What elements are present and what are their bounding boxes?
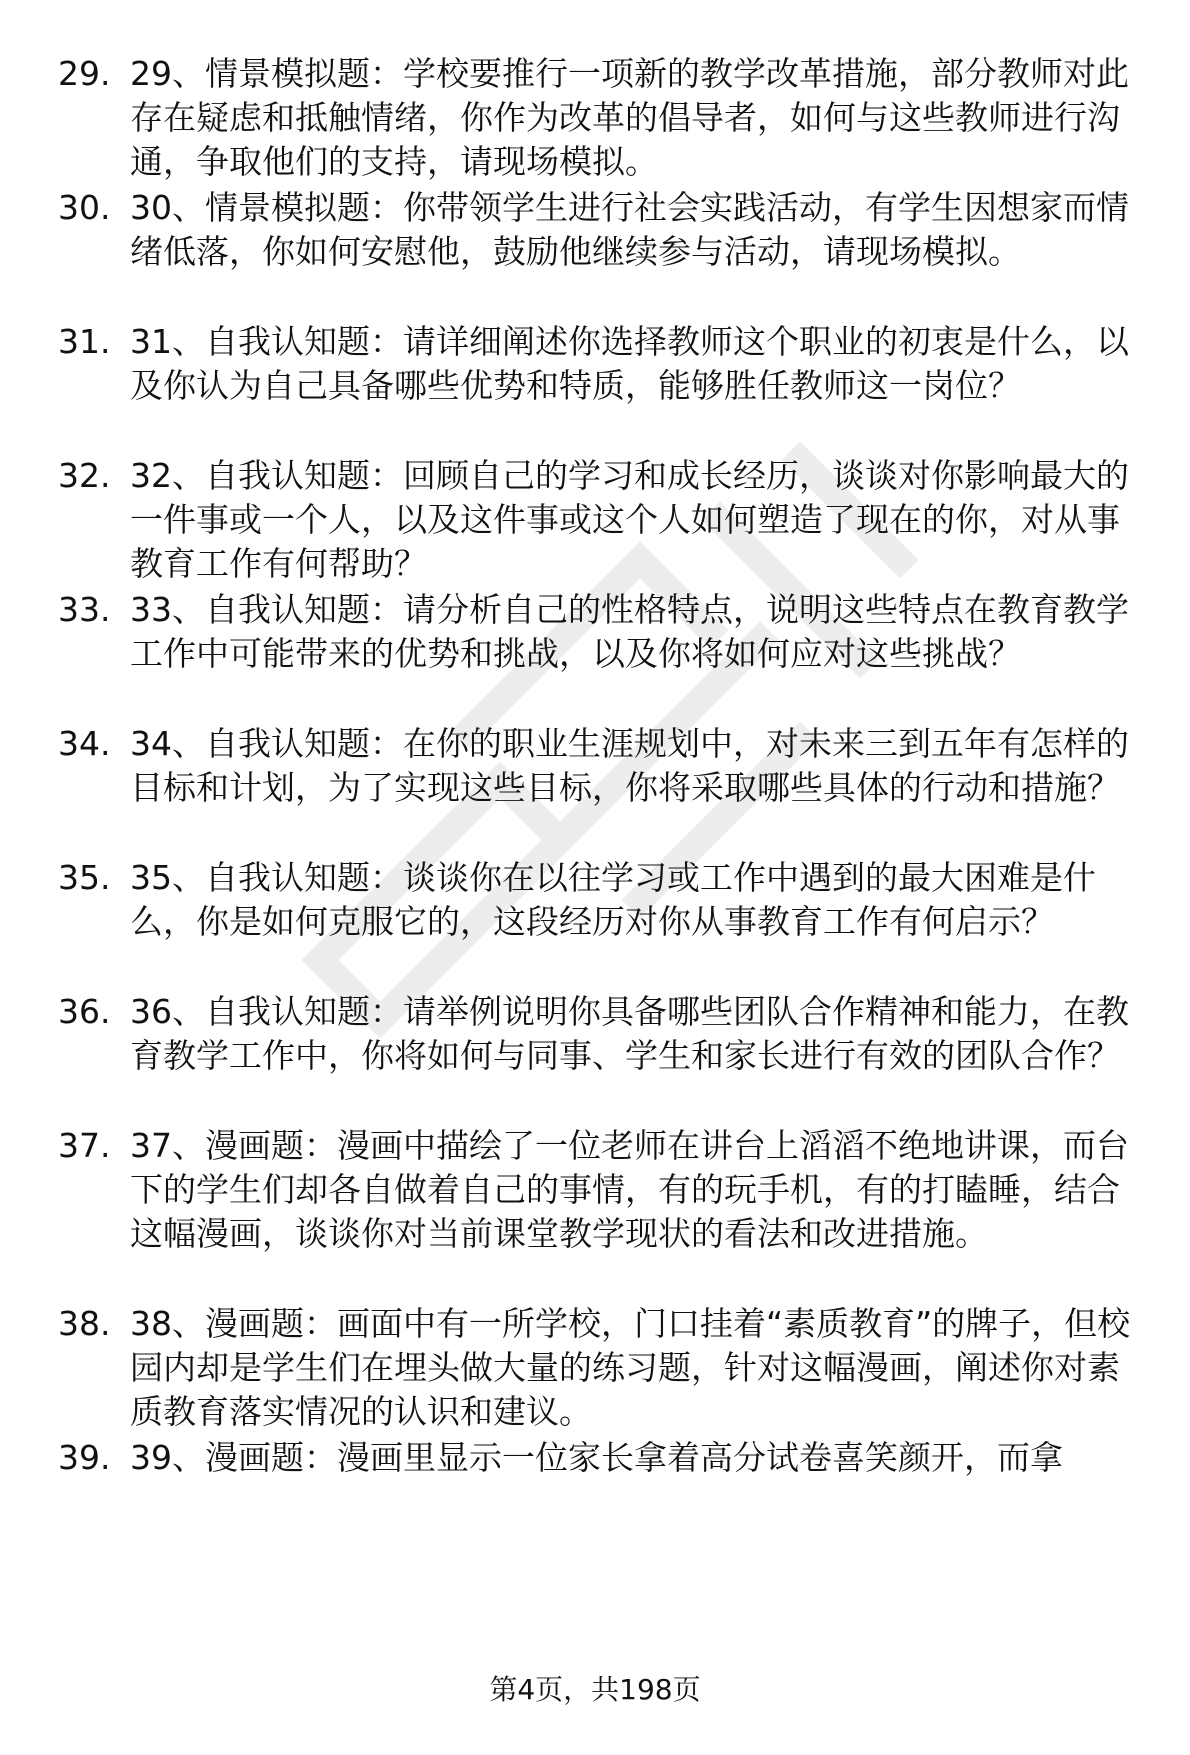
item-text: 32、自我认知题：回顾自己的学习和成长经历，谈谈对你影响最大的一件事或一个人，以及这件事或这个人如何塑造了现在的你，对从事教育工作有何帮助？: [130, 456, 1129, 583]
item-text: 35、自我认知题：谈谈你在以往学习或工作中遇到的最大困难是什么，你是如何克服它的，这段经历对你从事教育工作有何启示？: [130, 858, 1096, 941]
item-number: 31.: [58, 322, 111, 361]
item-text: 33、自我认知题：请分析自己的性格特点，说明这些特点在教育教学工作中可能带来的优势和挑战，以及你将如何应对这些挑战？: [130, 590, 1129, 673]
item-number: 37.: [58, 1126, 111, 1165]
item-text: 36、自我认知题：请举例说明你具备哪些团队合作精神和能力，在教育教学工作中，你将如何与同事、学生和家长进行有效的团队合作？: [130, 992, 1129, 1075]
item-number: 29.: [58, 54, 111, 93]
item-number: 34.: [58, 724, 111, 763]
item-text: 39、漫画题：漫画里显示一位家长拿着高分试卷喜笑颜开，而拿: [130, 1438, 1063, 1477]
item-number: 32.: [58, 456, 111, 495]
item-number: 39.: [58, 1438, 111, 1477]
item-text: 34、自我认知题：在你的职业生涯规划中，对未来三到五年有怎样的目标和计划，为了实现这些目标，你将采取哪些具体的行动和措施？: [130, 724, 1129, 807]
item-number: 38.: [58, 1304, 111, 1343]
page-footer: 第4页，共198页: [489, 1673, 701, 1706]
item-number: 30.: [58, 188, 111, 227]
item-text: 30、情景模拟题：你带领学生进行社会实践活动，有学生因想家而情绪低落，你如何安慰他，鼓励他继续参与活动，请现场模拟。: [130, 188, 1129, 271]
item-number: 33.: [58, 590, 111, 629]
item-text: 29、情景模拟题：学校要推行一项新的教学改革措施，部分教师对此存在疑虑和抵触情绪，你作为改革的倡导者，如何与这些教师进行沟通，争取他们的支持，请现场模拟。: [130, 54, 1129, 181]
item-text: 31、自我认知题：请详细阐述你选择教师这个职业的初衷是什么，以及你认为自己具备哪些优势和特质，能够胜任教师这一岗位？: [130, 322, 1129, 405]
item-number: 36.: [58, 992, 111, 1031]
item-text: 38、漫画题：画面中有一所学校，门口挂着“素质教育”的牌子，但校园内却是学生们在埋头做大量的练习题，针对这幅漫画，阐述你对素质教育落实情况的认识和建议。: [130, 1304, 1131, 1431]
item-text: 37、漫画题：漫画中描绘了一位老师在讲台上滔滔不绝地讲课，而台下的学生们却各自做着自己的事情，有的玩手机，有的打瞌睡，结合这幅漫画，谈谈你对当前课堂教学现状的看法和改进措施。: [130, 1126, 1129, 1253]
item-number: 35.: [58, 858, 111, 897]
